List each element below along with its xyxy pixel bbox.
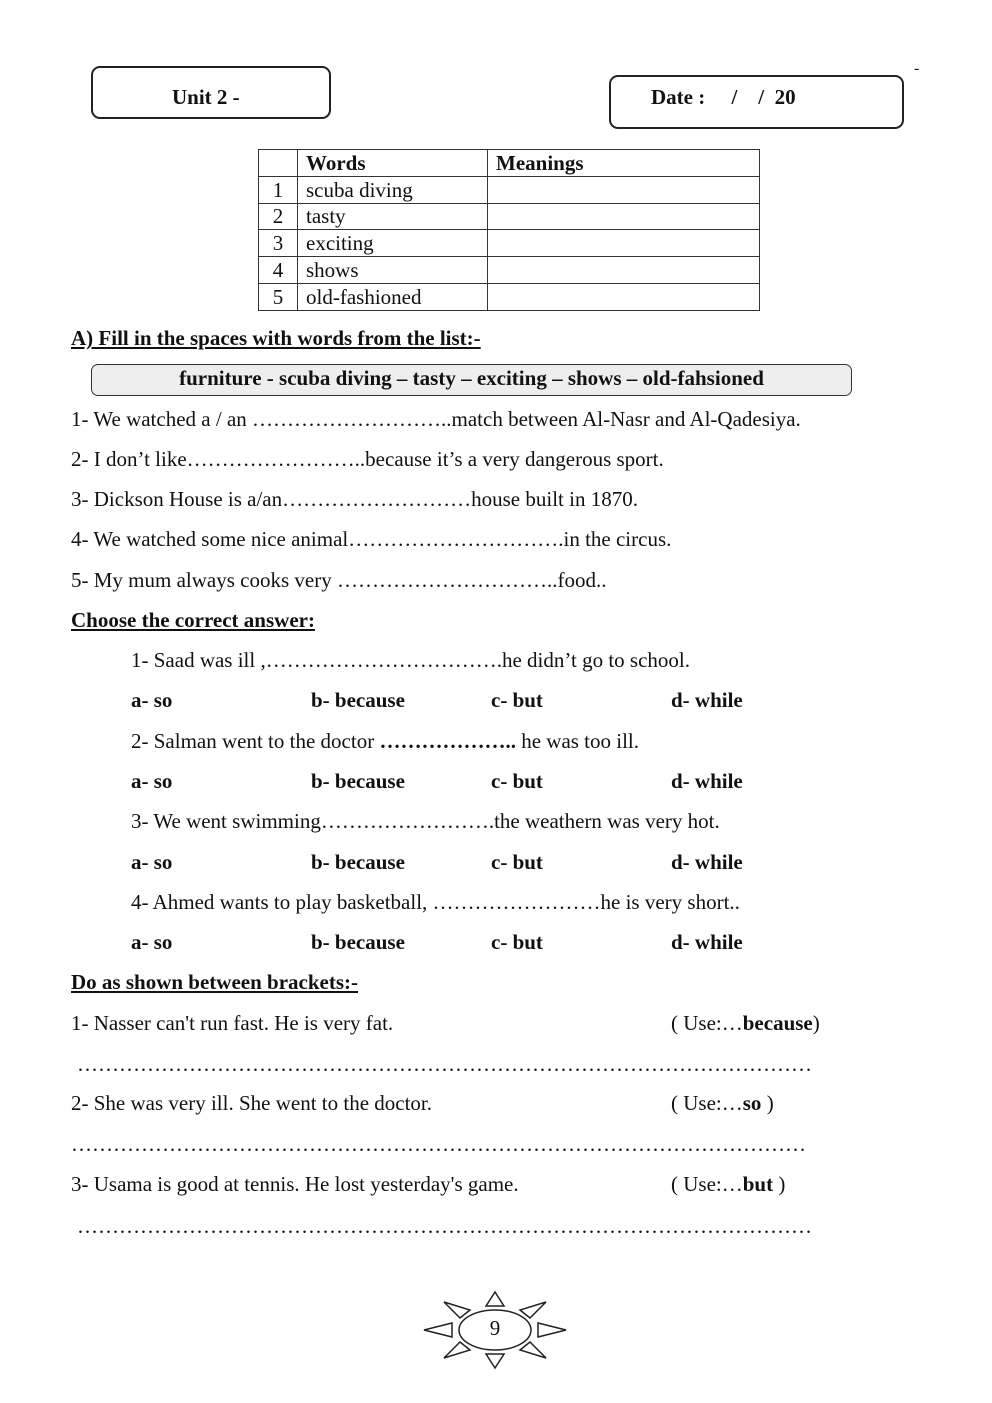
section-c-heading: Do as shown between brackets:- (71, 970, 358, 994)
option-a[interactable]: a- so (131, 769, 173, 793)
date-field: Date : / / 20 (651, 85, 796, 109)
fill-item: 4- We watched some nice animal………………………….in the circus. (71, 527, 672, 551)
option-a[interactable]: a- so (131, 930, 173, 954)
date-box (609, 75, 904, 129)
corner-mark: - (914, 60, 920, 77)
section-a-heading: A) Fill in the spaces with words from the list:- (71, 326, 481, 350)
question-text: 3- We went swimming…………………….the weathern was very hot. (131, 809, 720, 833)
row-number: 1 (259, 176, 298, 203)
option-c[interactable]: c- but (491, 769, 543, 793)
header-meanings: Meanings (488, 150, 760, 177)
option-c[interactable]: c- but (491, 850, 543, 874)
table-header-row (259, 150, 760, 177)
row-meaning-blank[interactable] (488, 176, 760, 203)
use-hint (671, 1011, 820, 1036)
question-text: 4- Ahmed wants to play basketball, ……………………he is very short.. (131, 890, 740, 914)
answer-line[interactable]: …………………………………………………………………………………………… (77, 1214, 812, 1238)
use-hint-prefix: ( Use:… (671, 1172, 743, 1196)
option-b[interactable]: b- because (311, 769, 405, 793)
option-a[interactable]: a- so (131, 688, 173, 712)
vocabulary-table (258, 149, 760, 311)
row-meaning-blank[interactable] (488, 203, 760, 230)
unit-title-box (91, 66, 331, 119)
use-hint-word: so (742, 1091, 762, 1115)
header-words: Words (298, 150, 488, 177)
use-hint-prefix: ( Use:… (671, 1091, 743, 1115)
row-number: 5 (259, 283, 298, 310)
table-row (259, 176, 760, 203)
transform-sentence: 2- She was very ill. She went to the doctor. (71, 1091, 433, 1115)
table-row (259, 203, 760, 230)
question-text-start: 2- Salman went to the doctor (131, 729, 380, 753)
option-b[interactable]: b- because (311, 930, 405, 954)
use-hint-word: because (742, 1011, 813, 1035)
answer-line[interactable]: …………………………………………………………………………………………… (71, 1132, 806, 1156)
row-word: exciting (298, 230, 488, 257)
row-word: shows (298, 257, 488, 284)
row-word: scuba diving (298, 176, 488, 203)
row-meaning-blank[interactable] (488, 283, 760, 310)
use-hint-suffix: ) (812, 1011, 820, 1035)
section-b-heading: Choose the correct answer: (71, 608, 315, 632)
question-blank: ……………….. (379, 729, 522, 753)
row-meaning-blank[interactable] (488, 257, 760, 284)
question-text: 1- Saad was ill ,…………………………….he didn’t go to school. (131, 648, 690, 672)
answer-line[interactable]: …………………………………………………………………………………………… (77, 1052, 812, 1076)
row-word: old-fashioned (298, 283, 488, 310)
fill-item: 1- We watched a / an ………………………..match between Al-Nasr and Al-Qadesiya. (71, 407, 801, 431)
use-hint-word: but (742, 1172, 774, 1196)
row-meaning-blank[interactable] (488, 230, 760, 257)
option-a[interactable]: a- so (131, 850, 173, 874)
page-number: 9 (489, 1316, 501, 1340)
use-hint (671, 1172, 785, 1197)
table-row (259, 257, 760, 284)
row-number: 2 (259, 203, 298, 230)
header-number (259, 150, 298, 177)
use-hint-prefix: ( Use:… (671, 1011, 743, 1035)
table-row (259, 230, 760, 257)
fill-item: 2- I don’t like……………………..because it’s a very dangerous sport. (71, 447, 664, 471)
question-text-end: he was too ill. (521, 729, 640, 753)
use-hint-suffix: ) (761, 1091, 774, 1115)
unit-title: Unit 2 - (172, 85, 240, 109)
option-d[interactable]: d- while (671, 688, 743, 712)
option-d[interactable]: d- while (671, 930, 743, 954)
use-hint-suffix: ) (773, 1172, 786, 1196)
fill-item: 5- My mum always cooks very …………………………..food.. (71, 568, 607, 592)
word-list-box: furniture - scuba diving – tasty – exciting – shows – old-fahsioned (91, 364, 852, 396)
option-d[interactable]: d- while (671, 769, 743, 793)
option-d[interactable]: d- while (671, 850, 743, 874)
option-c[interactable]: c- but (491, 688, 543, 712)
transform-sentence: 1- Nasser can't run fast. He is very fat. (71, 1011, 394, 1035)
transform-sentence: 3- Usama is good at tennis. He lost yesterday's game. (71, 1172, 519, 1196)
use-hint (671, 1091, 774, 1116)
fill-item: 3- Dickson House is a/an………………………house built in 1870. (71, 487, 638, 511)
option-b[interactable]: b- because (311, 850, 405, 874)
option-b[interactable]: b- because (311, 688, 405, 712)
option-c[interactable]: c- but (491, 930, 543, 954)
table-row (259, 283, 760, 310)
row-word: tasty (298, 203, 488, 230)
question-text (131, 729, 639, 754)
row-number: 4 (259, 257, 298, 284)
row-number: 3 (259, 230, 298, 257)
